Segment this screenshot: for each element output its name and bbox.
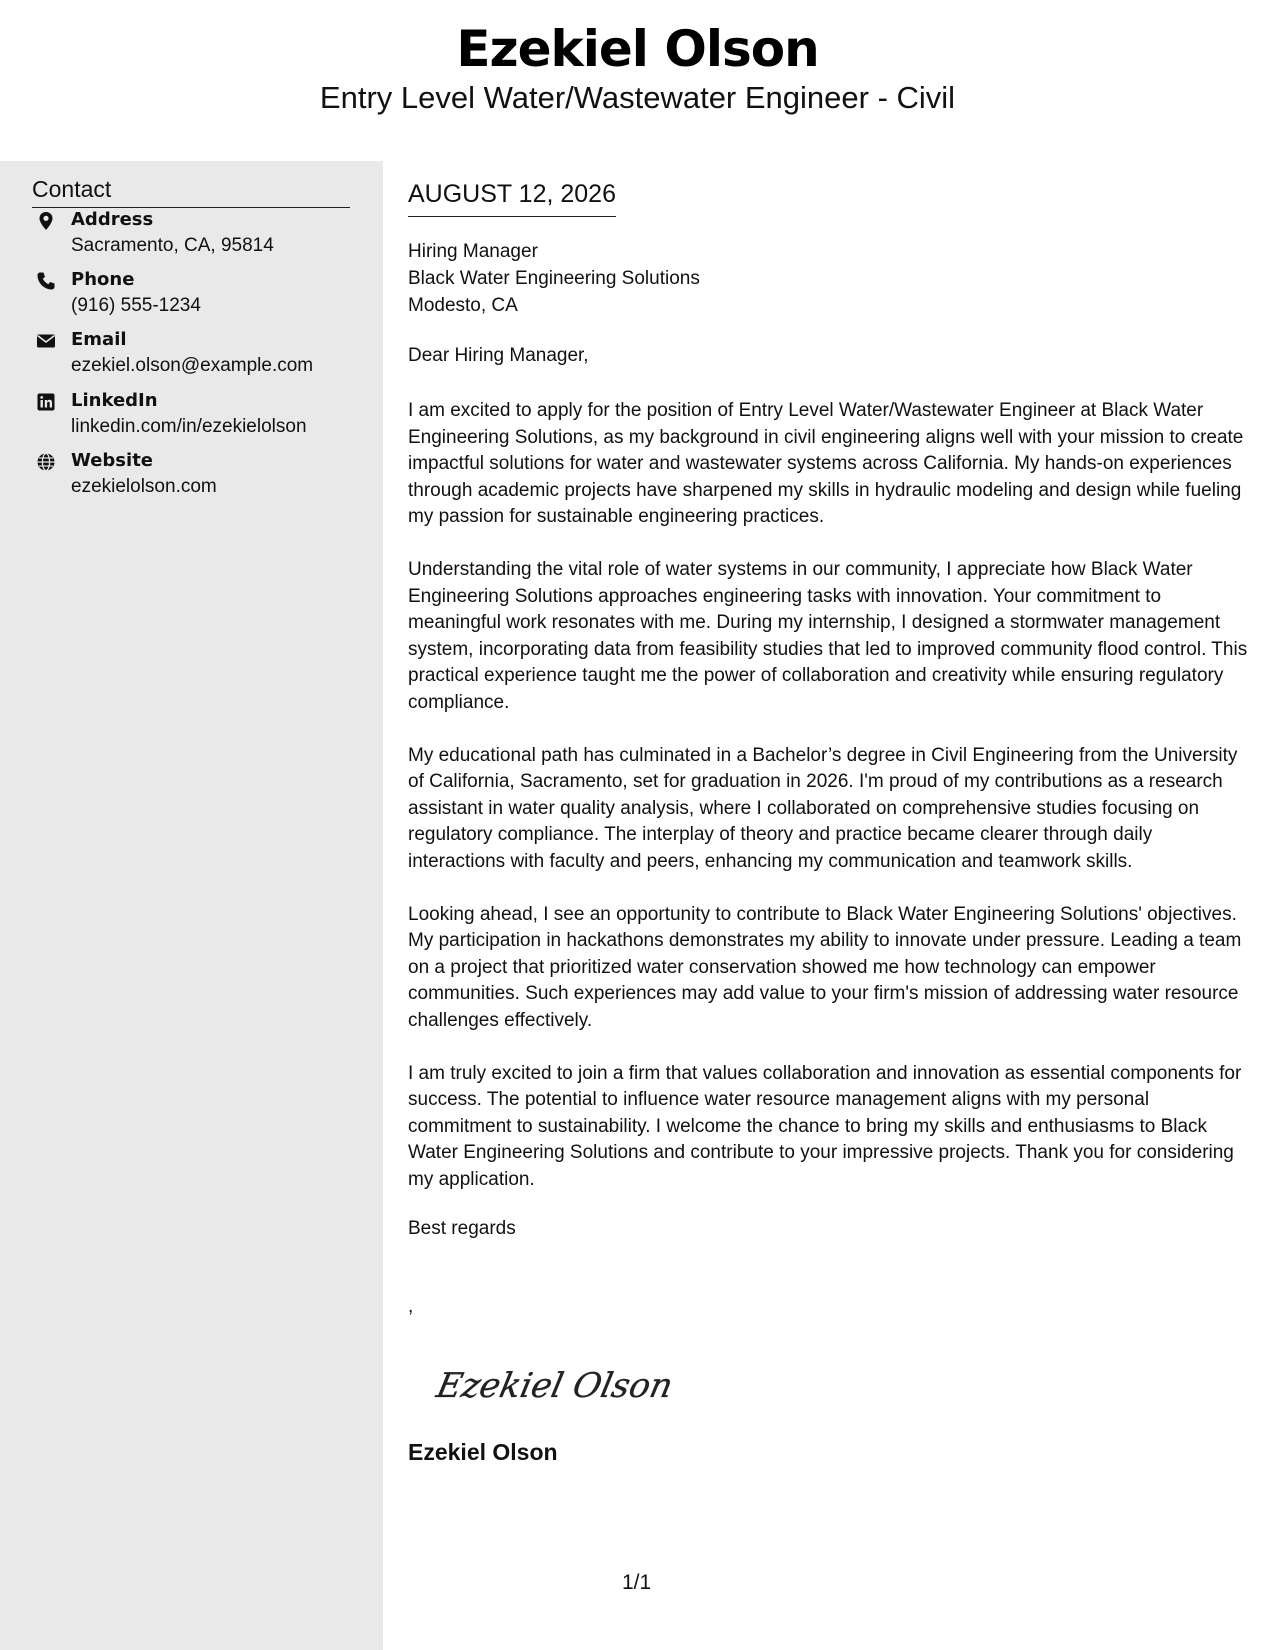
salutation: Dear Hiring Manager, xyxy=(408,345,589,366)
body-paragraph: I am truly excited to join a firm that values collaboration and innovation as essential components for success. The potential to influence water resource management aligns with my personal commitment to sustainability. I welcome the chance to bring my skills and enthusiasms to Black Water Engineering Solutions and contribute to your impressive projects. Thank you for considering my application. xyxy=(408,1062,1242,1190)
signer-name: Ezekiel Olson xyxy=(408,1439,558,1465)
contact-value: Sacramento, CA, 95814 xyxy=(71,235,274,256)
job-title: Entry Level Water/Wastewater Engineer - Civil xyxy=(319,80,956,115)
body-paragraph: Looking ahead, I see an opportunity to contribute to Black Water Engineering Solutions' objectives. My participation in hackathons demonstrates my ability to innovate under pressure. Leading a team on a project that prioritized water conservation showed me how technology can empower communities. Such experiences may add value to your firm's mission of addressing water resource challenges effectively. xyxy=(408,903,1242,1031)
contact-label: Phone xyxy=(71,269,135,290)
map-pin-icon xyxy=(36,211,56,231)
svg-text:Ezekiel Olson: Ezekiel Olson xyxy=(433,1366,677,1406)
envelope-icon xyxy=(36,331,56,351)
contact-label: Website xyxy=(71,450,154,471)
letter-header xyxy=(0,0,1275,160)
contact-value: linkedin.com/in/ezekielolson xyxy=(71,416,307,437)
contact-label: Address xyxy=(71,209,154,230)
contact-value: (916) 555-1234 xyxy=(71,295,201,316)
recipient-line: Hiring Manager xyxy=(408,241,538,262)
contact-heading: Contact xyxy=(32,176,350,208)
letter-body xyxy=(408,398,1253,1220)
handwritten-signature xyxy=(432,1355,677,1415)
closing: Best regards xyxy=(408,1218,516,1239)
applicant-name: Ezekiel Olson xyxy=(456,20,819,78)
recipient-line: Black Water Engineering Solutions xyxy=(408,268,700,289)
closing-comma: , xyxy=(408,1296,414,1317)
contact-label: LinkedIn xyxy=(71,390,158,411)
page-number: 1/1 xyxy=(622,1571,652,1594)
globe-icon xyxy=(36,452,56,472)
contact-label: Email xyxy=(71,329,127,350)
body-paragraph: My educational path has culminated in a Bachelor’s degree in Civil Engineering from the University of California, Sacramento, set for graduation in 2026. I'm proud of my contributions as a research assistant in water quality analysis, where I collaborated on comprehensive studies focusing on regulatory compliance. The interplay of theory and practice became clearer through daily interactions with faculty and peers, enhancing my communication and teamwork skills. xyxy=(408,744,1238,872)
recipient-block xyxy=(408,238,700,319)
contact-sidebar xyxy=(0,161,383,1650)
contact-value: ezekiel.olson@example.com xyxy=(71,355,314,376)
linkedin-icon xyxy=(36,392,56,412)
recipient-line: Modesto, CA xyxy=(408,295,518,316)
letter-date: AUGUST 12, 2026 xyxy=(408,180,616,217)
body-paragraph: I am excited to apply for the position of Entry Level Water/Wastewater Engineer at Black Water Engineering Solutions, as my background in civil engineering aligns well with your mission to create impactful solutions for water and wastewater systems across California. My hands-on experiences through academic projects have sharpened my skills in hydraulic modeling and design while fueling my passion for sustainable engineering practices. xyxy=(408,400,1244,527)
phone-icon xyxy=(36,271,56,291)
contact-value: ezekielolson.com xyxy=(71,476,217,497)
body-paragraph: Understanding the vital role of water systems in our community, I appreciate how Black Water Engineering Solutions approaches engineering tasks with innovation. Your commitment to meaningful work resonates with me. During my internship, I designed a stormwater management system, incorporating data from feasibility studies that led to improved community flood control. This practical experience taught me the power of collaboration and creativity while ensuring regulatory compliance. xyxy=(408,559,1248,713)
